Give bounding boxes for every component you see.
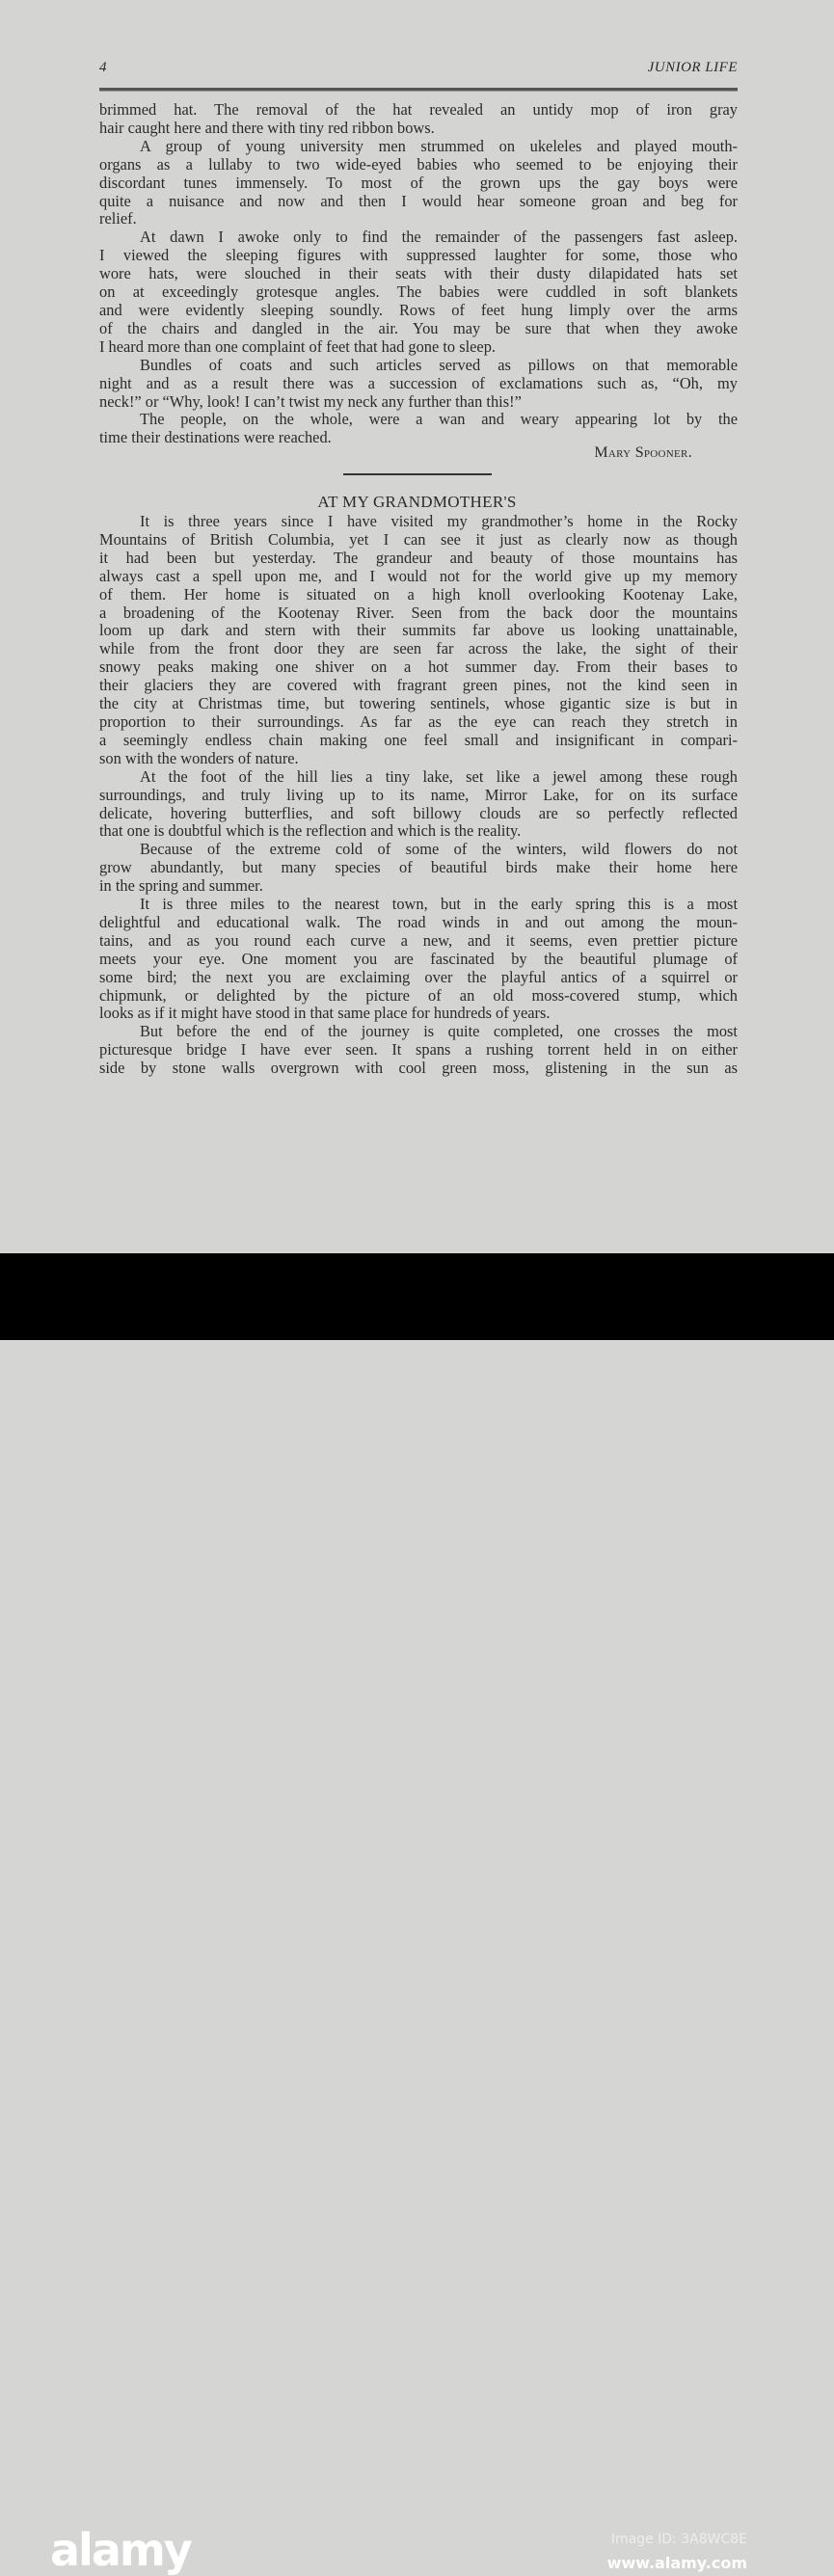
text-line: of them. Her home is situated on a high knoll overlooking Kootenay Lake, xyxy=(99,584,738,604)
text-line: and were evidently sleeping soundly. Rows of feet hung limply over the arms xyxy=(99,300,738,319)
text-line: grow abundantly, but many species of beautiful birds make their home here xyxy=(99,858,738,877)
paragraph xyxy=(99,411,738,447)
author-signature: Mary Spooner. xyxy=(594,444,692,461)
text-line: neck!” or “Why, look! I can’t twist my neck any further than this!” xyxy=(99,391,522,411)
paragraph xyxy=(99,896,738,1023)
text-line: brimmed hat. The removal of the hat revealed an untidy mop of iron gray xyxy=(99,100,738,119)
text-line: Mountains of British Columbia, yet I can see it just as clearly now as though xyxy=(99,529,738,549)
article-continued-body xyxy=(99,101,738,447)
text-line: organs as a lullaby to two wide-eyed babies who seemed to be enjoying their xyxy=(99,154,738,174)
text-line: delicate, hovering butterflies, and soft billowy clouds are so perfectly reflected xyxy=(99,803,738,822)
text-line: A group of young university men strummed on ukeleles and played mouth- xyxy=(140,136,738,155)
text-line: delightful and educational walk. The road winds in and out among the moun- xyxy=(99,912,738,931)
text-line: always cast a spell upon me, and I would not for the world give up my memory xyxy=(99,566,738,585)
text-line: But before the end of the journey is quite completed, one crosses the most xyxy=(140,1022,738,1041)
image-id: Image ID: 3A8WC8E xyxy=(610,2532,747,2547)
text-line: At dawn I awoke only to find the remainder of the passengers fast asleep. xyxy=(140,228,738,247)
paragraph xyxy=(99,1023,738,1078)
document-page xyxy=(0,0,834,1253)
text-line: picturesque bridge I have ever seen. It spans a rushing torrent held in on either xyxy=(99,1040,738,1060)
text-line: that one is doubtful which is the reflection and which is the reality. xyxy=(99,821,522,841)
text-line: Bundles of coats and such articles served as pillows on that memorable xyxy=(140,355,738,374)
text-line: it had been but yesterday. The grandeur and beauty of those mountains has xyxy=(99,548,738,567)
text-line: It is three years since I have visited my grandmother’s home in the Rocky xyxy=(140,512,738,530)
running-title: JUNIOR LIFE xyxy=(647,60,738,75)
text-line: while from the front door they are seen far across the lake, the sight of their xyxy=(99,639,738,658)
text-line: relief. xyxy=(99,209,137,228)
text-line: I heard more than one complaint of feet that had gone to sleep. xyxy=(99,336,496,356)
text-line: hair caught here and there with tiny red ribbon bows. xyxy=(99,118,435,137)
text-line: on at exceedingly grotesque angles. The babies were cuddled in soft blankets xyxy=(99,282,738,302)
alamy-logo: alamy xyxy=(50,2524,191,2576)
paragraph xyxy=(99,228,738,356)
text-line: tains, and as you round each curve a new, and it seems, even prettier picture xyxy=(99,930,738,950)
header-rule xyxy=(99,88,738,92)
text-line: It is three miles to the nearest town, but in the early spring this is a most xyxy=(140,895,738,914)
text-line: meets your eye. One moment you are fascinated by the beautiful plumage of xyxy=(99,949,738,968)
text-line: time their destinations were reached. xyxy=(99,428,332,447)
text-line: Because of the extreme cold of some of the winters, wild flowers do not xyxy=(140,840,738,859)
article-body xyxy=(99,513,738,1078)
text-line: a broadening of the Kootenay River. Seen from the back door the mountains xyxy=(99,603,738,622)
text-line: loom up dark and stern with their summits far above us looking unattainable, xyxy=(99,621,738,640)
paragraph xyxy=(99,768,738,842)
text-line: side by stone walls overgrown with cool green moss, glistening in the sun as xyxy=(99,1059,738,1078)
text-line: wore hats, were slouched in their seats with their dusty dilapidated hats set xyxy=(99,264,738,283)
paragraph xyxy=(99,513,738,768)
text-line: a seemingly endless chain making one feel small and insignificant in compari- xyxy=(99,730,738,749)
paragraph xyxy=(99,101,738,138)
article-title: AT MY GRANDMOTHER'S xyxy=(317,493,517,511)
text-line: snowy peaks making one shiver on a hot summer day. From their bases to xyxy=(99,657,738,677)
text-line: some bird; the next you are exclaiming over the playful antics of a squirrel or xyxy=(99,967,738,986)
paragraph xyxy=(99,841,738,896)
text-line: night and as a result there was a succession of exclamations such as, “Oh, my xyxy=(99,373,738,392)
paragraph xyxy=(99,357,738,412)
paragraph xyxy=(99,138,738,229)
watermark-bar xyxy=(0,1253,834,2576)
watermark-url: www.alamy.com xyxy=(606,2554,747,2572)
text-line: surroundings, and truly living up to its name, Mirror Lake, for on its surface xyxy=(99,785,738,804)
section-divider xyxy=(343,473,492,475)
text-line: chipmunk, or delighted by the picture of an old moss-covered stump, which xyxy=(99,985,738,1005)
text-line: quite a nuisance and now and then I would hear someone groan and beg for xyxy=(99,191,738,210)
text-line: proportion to their surroundings. As far as the eye can reach they stretch in xyxy=(99,711,738,731)
page-number: 4 xyxy=(99,60,107,75)
text-line: the city at Christmas time, but towering sentinels, whose gigantic size is but in xyxy=(99,694,738,713)
text-line: The people, on the whole, were a wan and weary appearing lot by the xyxy=(140,410,738,429)
text-line: discordant tunes immensely. To most of the grown ups the gay boys were xyxy=(99,173,738,192)
text-line: in the spring and summer. xyxy=(99,876,263,896)
text-line: I viewed the sleeping figures with suppressed laughter for some, those who xyxy=(99,246,738,265)
text-line: their glaciers they are covered with fragrant green pines, not the kind seen in xyxy=(99,676,738,695)
text-line: of the chairs and dangled in the air. You may be sure that when they awoke xyxy=(99,318,738,337)
text-line: looks as if it might have stood in that same place for hundreds of years. xyxy=(99,1004,551,1023)
text-line: son with the wonders of nature. xyxy=(99,748,299,767)
text-line: At the foot of the hill lies a tiny lake, set like a jewel among these rough xyxy=(140,766,738,786)
